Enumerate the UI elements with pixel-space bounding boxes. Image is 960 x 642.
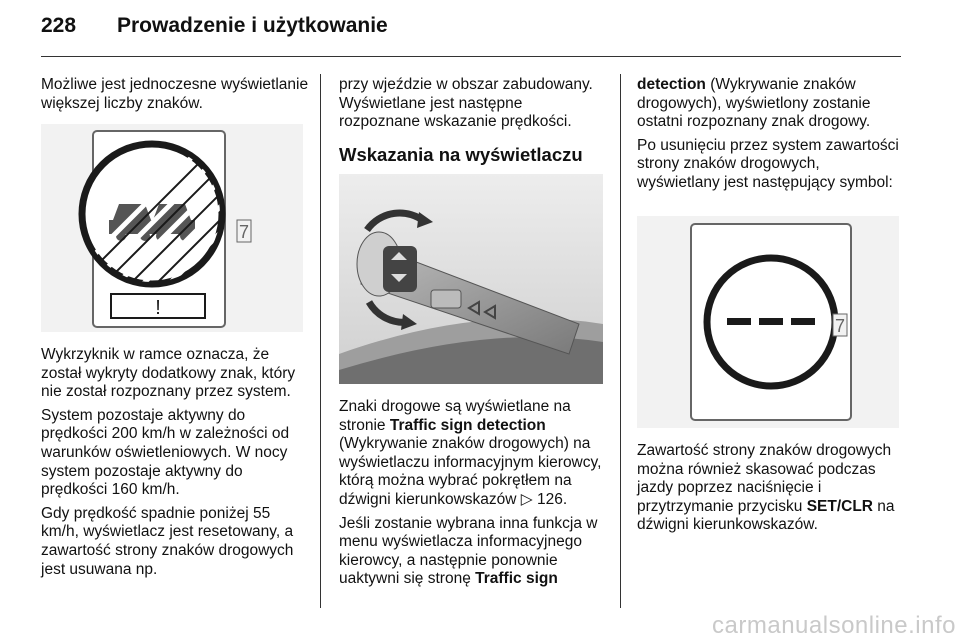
col1-paragraph-1: Możliwe jest jednoczesne wyświetlanie większej liczby znaków. xyxy=(41,76,309,112)
figure-marker-2: 7 xyxy=(834,316,846,336)
sign-figure-2 xyxy=(637,216,899,428)
column-2 xyxy=(339,76,607,182)
section-heading: Wskazania na wyświetlaczu xyxy=(339,143,583,165)
col2-paragraph-3: Jeśli zostanie wybrana inna funkcja w menu wyświetlacza informacyjnego kierowcy, a następnie ponownie uaktywni się stronę Traffic sign xyxy=(339,514,598,588)
col1-paragraph-2: Wykrzyknik w ramce oznacza, że został wykryty dodatkowy znak, który nie został rozpoznany przez system. xyxy=(41,346,296,401)
page-title: Prowadzenie i użytkowanie xyxy=(117,14,388,37)
cleared-sign-symbol-image xyxy=(637,216,899,428)
col3-paragraph-3: Zawartość strony znaków drogowych można również skasować podczas jazdy poprzez naciśnięcie i przytrzymanie przycisku SET/CLR na dźwigni kierunkowskazów. xyxy=(637,442,895,534)
exclamation-mark: ! xyxy=(155,297,161,319)
page-number: 228 xyxy=(41,14,77,37)
sign-figure-1 xyxy=(41,124,303,332)
col3-paragraph-2: Po usunięciu przez system zawartości strony znaków drogowych, wyświetlany jest następujący symbol: xyxy=(637,136,899,191)
col2-paragraph-1: przy wjeździe w obszar zabudowany. Wyświetlane jest następne rozpoznane wskazanie prędkości. xyxy=(339,76,593,131)
column-divider-1 xyxy=(320,74,321,608)
column-1-text xyxy=(41,346,309,584)
col3-paragraph-1: detection (Wykrywanie znaków drogowych), wyświetlony zostanie ostatni rozpoznany znak drogowy. xyxy=(637,76,871,131)
watermark: carmanualsonline.info xyxy=(712,612,956,639)
turn-signal-lever-image xyxy=(339,174,603,384)
column-3 xyxy=(637,76,905,198)
col2-paragraph-2: Znaki drogowe są wyświetlane na stronie Traffic sign detection (Wykrywanie znaków drogowych) na wyświetlaczu informacyjnym kierowcy, którą można wybrać pokrętłem na dźwigni kierunkowskazów ▷ 126. xyxy=(339,398,602,508)
figure-marker-1: 7 xyxy=(238,222,250,242)
column-divider-2 xyxy=(620,74,621,608)
column-1 xyxy=(41,76,309,118)
page-reference[interactable]: 126. xyxy=(537,490,568,508)
header-rule xyxy=(41,56,901,57)
column-3-text xyxy=(637,442,905,540)
col1-paragraph-3: System pozostaje aktywny do prędkości 200 km/h w zależności od warunków oświetleniowych. W nocy system pozostaje aktywny do prędkości 160 km/h. xyxy=(41,406,290,499)
column-2-text xyxy=(339,398,607,594)
end-of-no-overtaking-sign-image xyxy=(41,124,303,332)
lever-figure xyxy=(339,174,603,384)
col1-paragraph-4: Gdy prędkość spadnie poniżej 55 km/h, wyświetlacz jest resetowany, a zawartość strony znaków drogowych jest usuwana np. xyxy=(41,504,294,578)
page-reference-icon: ▷ xyxy=(520,490,538,508)
rotary-knob xyxy=(383,246,417,292)
